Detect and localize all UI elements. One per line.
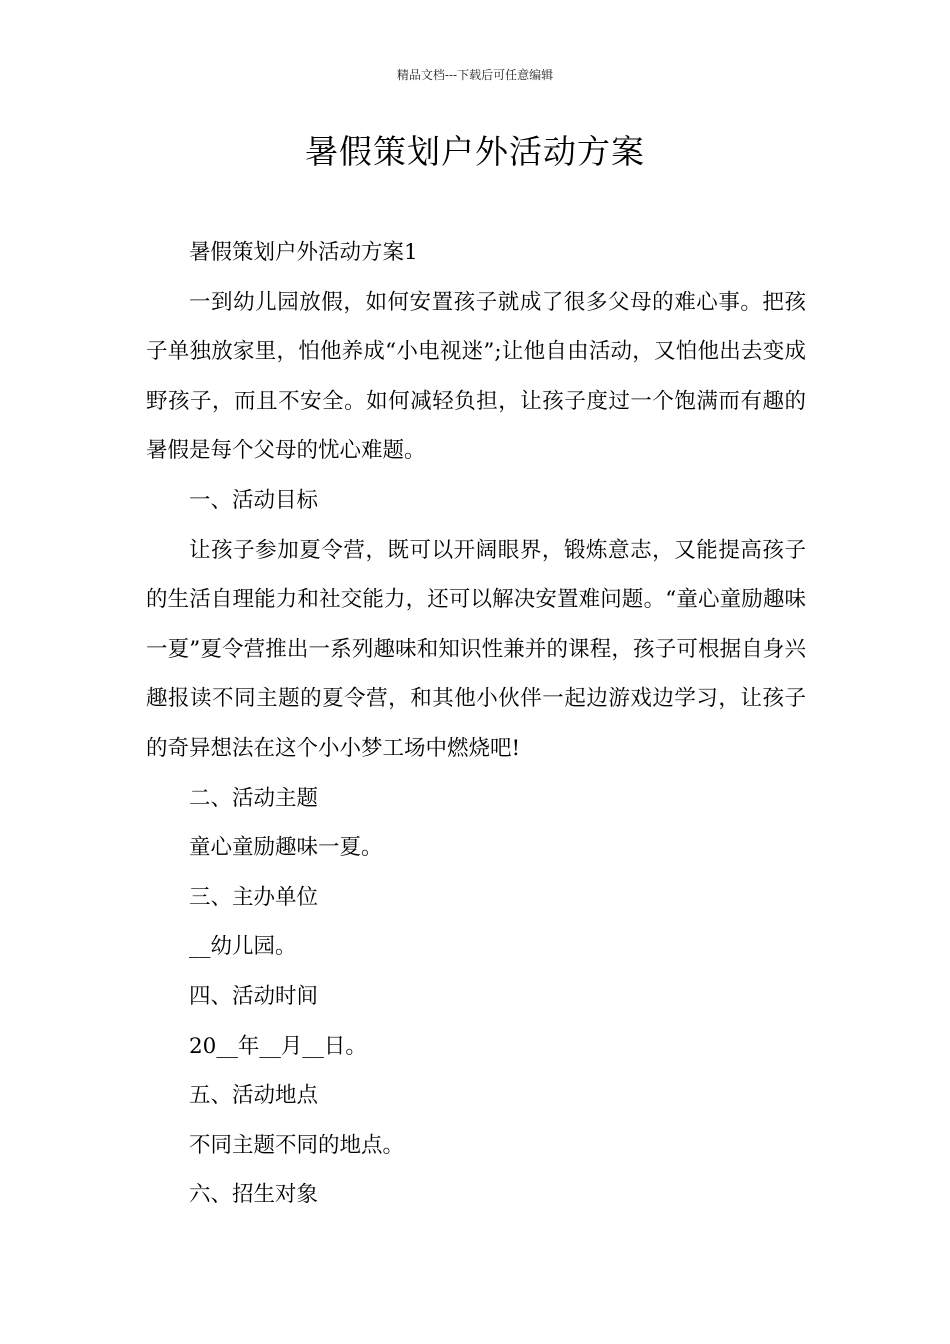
theme-paragraph: 童心童励趣味一夏。: [189, 835, 383, 861]
heading-activity-location: 五、活动地点: [189, 1083, 319, 1109]
document-title: 暑假策划户外活动方案: [305, 132, 645, 171]
heading-organizer: 三、主办单位: [189, 884, 319, 910]
header-note: 精品文档---下载后可任意编辑: [396, 68, 554, 82]
location-paragraph: 不同主题不同的地点。: [189, 1132, 405, 1158]
document-body: [146, 228, 806, 1220]
time-paragraph: 20__年__月__日。: [189, 1033, 367, 1059]
heading-activity-time: 四、活动时间: [189, 983, 319, 1009]
heading-enrollment-target: 六、招生对象: [189, 1182, 319, 1208]
intro-paragraph: 一到幼儿园放假，如何安置孩子就成了很多父母的难心事。把孩子单独放家里，怕他养成“小电视迷”;让他自由活动，又怕他出去变成野孩子，而且不安全。如何减轻负担，让孩子度过一个饱满而有趣的暑假是每个父母的忧心难题。: [146, 289, 806, 464]
organizer-paragraph: __幼儿园。: [189, 934, 297, 960]
goal-paragraph: 让孩子参加夏令营，既可以开阔眼界，锻炼意志，又能提高孩子的生活自理能力和社交能力，还可以解决安置难问题。“童心童励趣味一夏”夏令营推出一系列趣味和知识性兼并的课程，孩子可根据自身兴趣报读不同主题的夏令营，和其他小伙伴一起边游戏边学习，让孩子的奇异想法在这个小小梦工场中燃烧吧!: [146, 537, 806, 761]
heading-activity-theme: 二、活动主题: [189, 785, 319, 811]
heading-activity-goal: 一、活动目标: [189, 487, 319, 513]
section-title: 暑假策划户外活动方案1: [189, 240, 418, 265]
